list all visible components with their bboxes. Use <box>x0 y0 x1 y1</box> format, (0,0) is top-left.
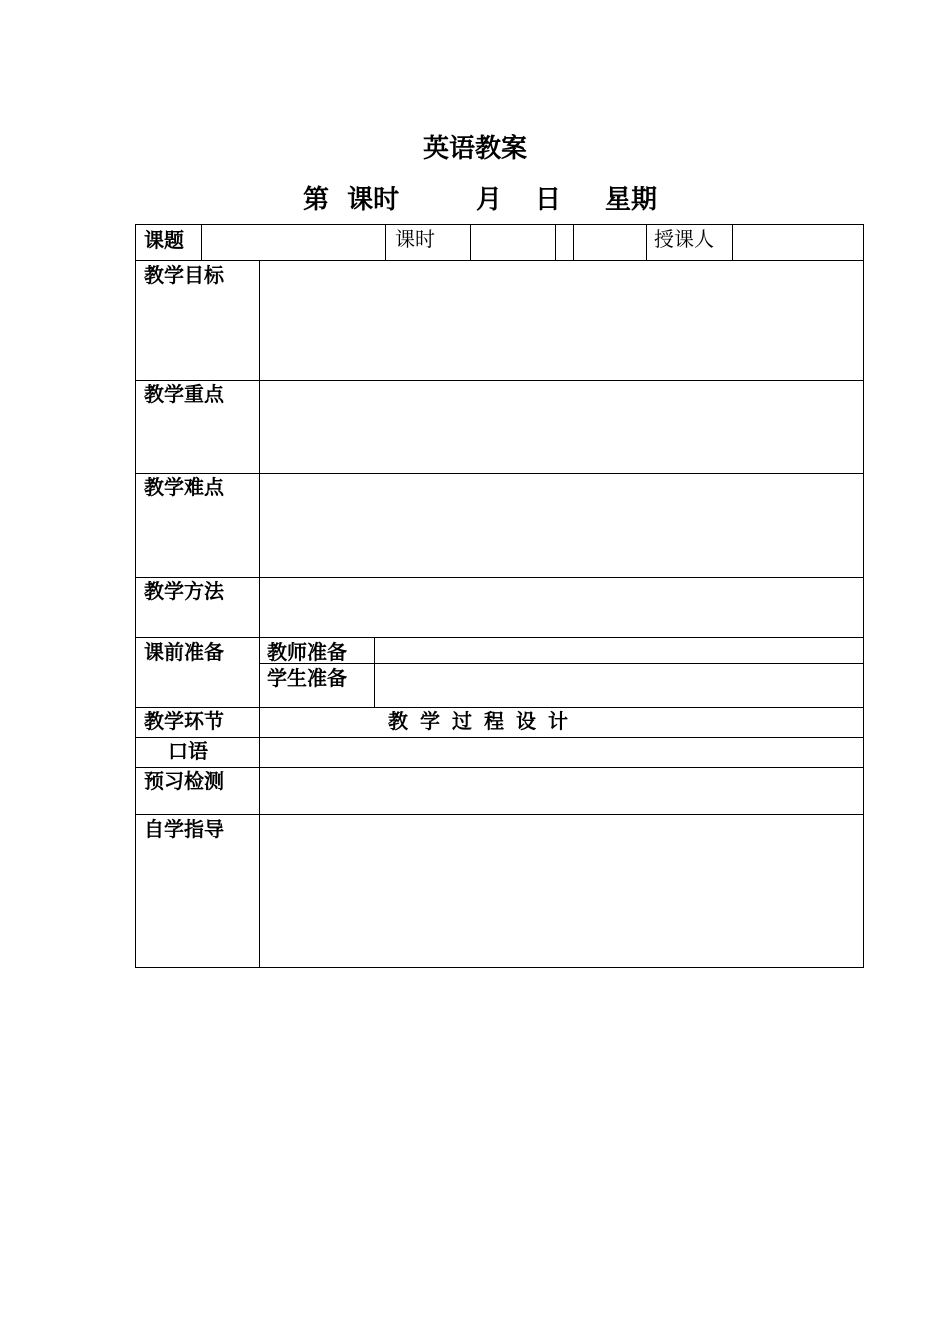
stage-label: 教学环节 <box>144 709 224 733</box>
preview-check-field[interactable] <box>260 768 863 814</box>
teacher-prep-field[interactable] <box>375 638 863 663</box>
process-design-header: 教学过程设计 <box>388 709 580 733</box>
day-label: 日 <box>535 185 562 215</box>
lesson-plan-table <box>135 224 864 968</box>
oral-field[interactable] <box>260 738 863 767</box>
difficulties-field[interactable] <box>260 474 863 577</box>
period-field[interactable] <box>471 225 555 260</box>
key-points-field[interactable] <box>260 381 863 473</box>
preview-check-label: 预习检测 <box>144 769 224 793</box>
document-title: 英语教案 <box>422 134 527 164</box>
self-study-field[interactable] <box>260 815 863 967</box>
month-label: 月 <box>476 185 503 215</box>
teacher-label: 授课人 <box>654 227 714 251</box>
student-prep-label: 学生准备 <box>267 666 347 690</box>
preparation-label: 课前准备 <box>144 640 224 664</box>
self-study-label: 自学指导 <box>144 817 224 841</box>
lesson-date-line <box>0 182 950 218</box>
methods-label: 教学方法 <box>144 579 224 603</box>
methods-field[interactable] <box>260 578 863 637</box>
topic-field[interactable] <box>202 225 385 260</box>
student-prep-field[interactable] <box>375 664 863 707</box>
lesson-number: 第 课时 <box>303 185 400 215</box>
blank-field[interactable] <box>574 225 646 260</box>
oral-label: 口语 <box>168 739 208 763</box>
teacher-prep-label: 教师准备 <box>267 640 347 664</box>
objectives-field[interactable] <box>260 261 863 380</box>
objectives-label: 教学目标 <box>144 263 224 287</box>
key-points-label: 教学重点 <box>144 382 224 406</box>
teacher-field[interactable] <box>733 225 863 260</box>
period-label: 课时 <box>395 227 435 251</box>
weekday-label: 星期 <box>605 185 658 215</box>
difficulties-label: 教学难点 <box>144 475 224 499</box>
topic-label: 课题 <box>144 228 184 252</box>
